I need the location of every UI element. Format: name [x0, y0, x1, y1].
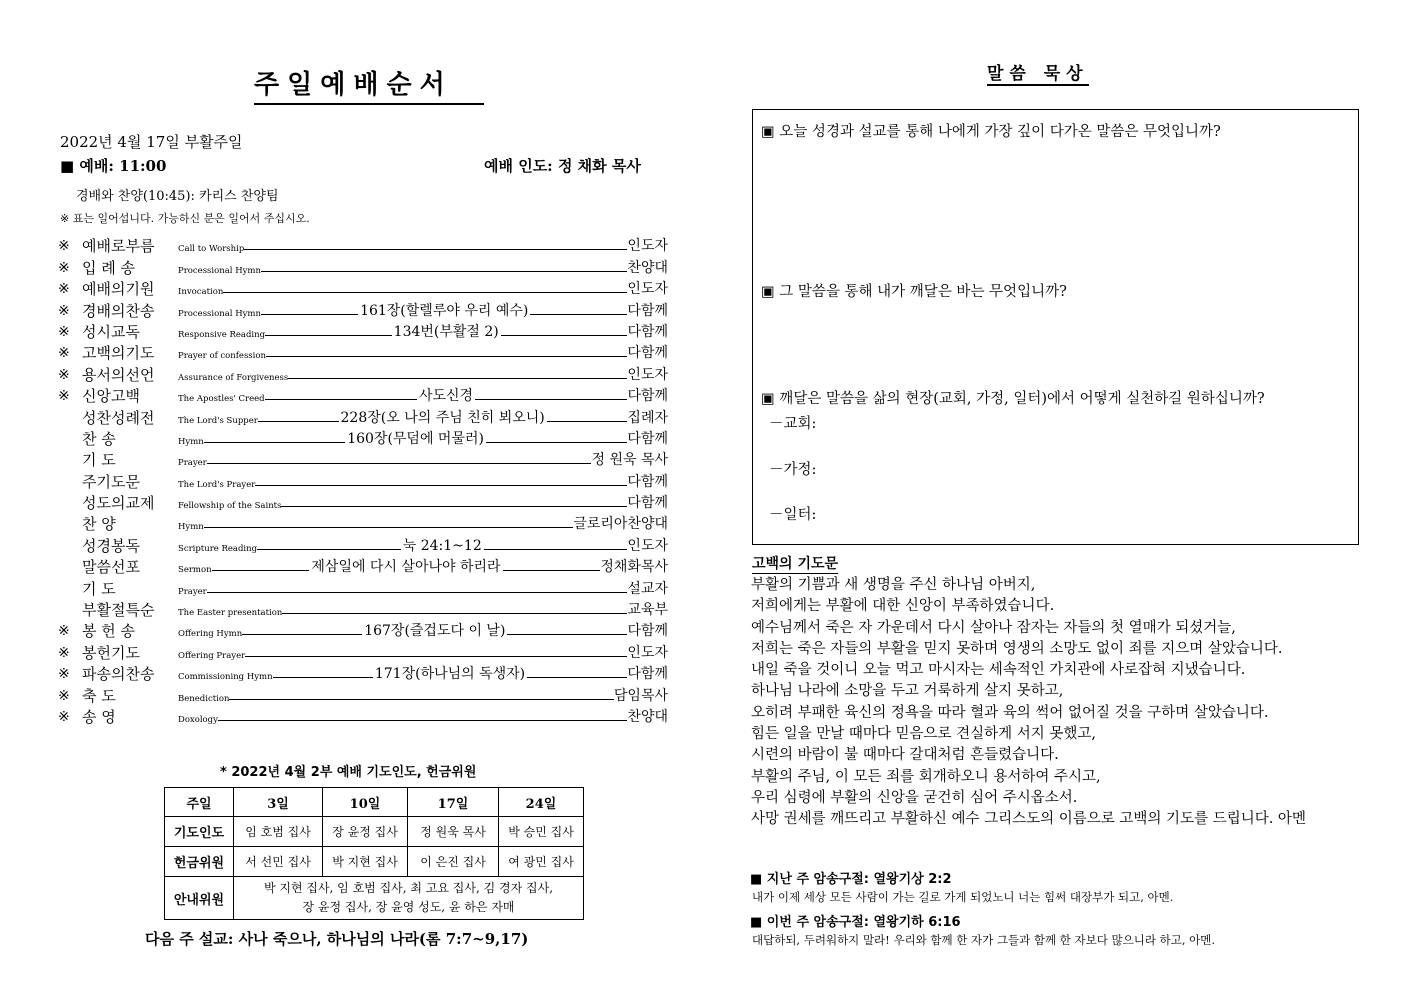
order-item [58, 640, 668, 661]
item-name: 기 도 [82, 451, 116, 470]
order-item [58, 555, 668, 576]
table-header: 10일 [323, 788, 408, 817]
usher-line: 박 지현 집사, 임 호범 집사, 최 고요 집사, 김 경자 집사, [263, 881, 554, 895]
prayer-line: 하나님 나라에 소망을 두고 거룩하게 살지 못하고, [751, 683, 1064, 700]
duty-table-title: * 2022년 4월 2부 예배 기도인도, 헌금위원 [220, 765, 477, 780]
standing-mark: ※ [58, 644, 70, 661]
prayer-line: 우리 심령에 부활의 신앙을 굳건히 심어 주시옵소서. [751, 789, 1078, 806]
item-english: Call to Worship [178, 244, 245, 255]
item-english: Invocation [178, 287, 224, 298]
item-leader: 다함께 [627, 302, 668, 319]
leader-line [261, 271, 627, 272]
standing-mark: ※ [58, 623, 70, 640]
item-leader: 다함께 [627, 495, 668, 512]
leader-line [204, 442, 345, 443]
standing-mark: ※ [58, 323, 70, 340]
item-english: Processional Hymn [178, 308, 261, 319]
prayer-line: 예수님께서 죽은 자 가운데서 다시 살아나 잠자는 자들의 첫 열매가 되셨거늘, [751, 619, 1236, 636]
item-name: 성경봉독 [82, 536, 140, 555]
leader-line [475, 399, 627, 400]
item-name: 축 도 [82, 686, 116, 705]
item-english: Fellowship of the Saints [178, 501, 282, 512]
stand-note: ※ 표는 일어섭니다. 가능하신 분은 일어서 주십시오. [60, 212, 310, 225]
row-label: 기도인도 [165, 817, 234, 847]
standing-mark: ※ [58, 345, 70, 362]
order-item [58, 427, 668, 448]
prayer-title: 고백의 기도문 [752, 553, 838, 574]
item-leader: 다함께 [627, 323, 669, 340]
answer-home: －가정: [769, 462, 817, 478]
question-2: ▣ 그 말씀을 통해 내가 깨달은 바는 무엇입니까? [761, 284, 1067, 300]
leader-line [527, 677, 627, 678]
this-verse-label: ■ 이번 주 암송구절: 열왕기하 6:16 [750, 915, 961, 930]
item-name: 성시교독 [82, 322, 140, 341]
item-english: Scripture Reading [178, 543, 258, 554]
item-leader: 집례자 [627, 409, 668, 426]
item-leader: 담임목사 [613, 687, 668, 704]
order-item [58, 298, 668, 319]
duty-table-header-row [165, 788, 584, 817]
leader-line [257, 549, 401, 550]
question-3: ▣ 깨달은 말씀을 삶의 현장(교회, 가정, 일터)에서 어떻게 실천하길 원하십니까? [761, 391, 1265, 407]
leader-line [507, 634, 627, 635]
item-english: The Lord's Prayer [178, 479, 256, 490]
item-name: 말씀선포 [82, 558, 140, 577]
leader-line [255, 485, 627, 486]
table-cell: 박 지현 집사 [323, 847, 408, 877]
item-leader: 찬양대 [627, 259, 668, 276]
item-english: Commissioning Hymn [178, 672, 273, 683]
item-english: Prayer [178, 586, 207, 597]
leader-line [266, 356, 627, 357]
table-row [165, 877, 584, 920]
standing-mark: ※ [58, 687, 70, 704]
item-leader: 다함께 [627, 388, 669, 405]
row-label: 안내위원 [165, 877, 234, 920]
order-of-worship [58, 234, 668, 726]
item-leader: 찬양대 [627, 708, 668, 725]
standing-mark: ※ [58, 666, 70, 683]
service-leader: 예배 인도: 정 채화 목사 [484, 157, 641, 175]
leader-line [218, 720, 627, 721]
service-time: ■ 예배: 11:00 [60, 157, 167, 175]
standing-mark: ※ [58, 302, 70, 319]
table-header: 3일 [234, 788, 323, 817]
order-item [58, 683, 668, 704]
item-english: Doxology [178, 714, 218, 725]
item-leader: 다함께 [627, 345, 668, 362]
this-verse-text: 대답하되, 두려워하지 말라! 우리와 함께 한 자가 그들과 함께 한 자보다 많으니라 하고, 아멘. [752, 933, 1216, 947]
standing-mark: ※ [58, 366, 70, 383]
leader-line [242, 634, 362, 635]
item-detail: 167장(즐겁도다 이 날) [364, 623, 506, 640]
item-name: 송 영 [82, 707, 116, 726]
leader-line [281, 506, 627, 507]
item-leader: 인도자 [627, 238, 668, 255]
table-cell: 여 광민 집사 [499, 847, 584, 877]
order-item [58, 469, 668, 490]
item-leader: 교육부 [627, 602, 668, 619]
item-leader: 다함께 [627, 473, 668, 490]
item-english: Assurance of Forgiveness [178, 372, 289, 383]
item-english: Benediction [178, 693, 230, 704]
item-leader: 다함께 [627, 623, 669, 640]
item-name: 신앙고백 [82, 387, 140, 406]
item-leader: 설교자 [627, 580, 668, 597]
leader-line [204, 527, 574, 528]
order-item [58, 619, 668, 640]
prayer-line: 시련의 바람이 불 때마다 갈대처럼 흔들렸습니다. [751, 747, 1059, 764]
prayer-line: 사망 권세를 깨뜨리고 부활하신 예수 그리스도의 이름으로 고백의 기도를 드립니다. 아멘 [751, 811, 1306, 828]
leader-line [282, 613, 627, 614]
item-detail: 134번(부활절 2) [393, 323, 499, 340]
prayer-line: 저희에게는 부활에 대한 신앙이 부족하였습니다. [751, 598, 1055, 615]
table-cell: 서 선민 집사 [234, 847, 323, 877]
leader-line [530, 314, 627, 315]
table-cell: 임 호범 집사 [234, 817, 323, 847]
prayer-line: 부활의 주님, 이 모든 죄를 회개하오니 용서하여 주시고, [751, 768, 1101, 785]
praise-info: 경배와 찬양(10:45): 카리스 찬양팀 [76, 189, 279, 204]
leader-line [503, 570, 601, 571]
item-name: 파송의찬송 [82, 665, 155, 684]
item-name: 봉 헌 송 [82, 622, 136, 641]
item-english: The Easter presentation [178, 608, 283, 619]
duty-table [164, 787, 584, 920]
table-row [165, 817, 584, 847]
item-leader: 다함께 [627, 430, 668, 447]
item-leader: 인도자 [627, 537, 668, 554]
item-name: 찬 양 [82, 515, 116, 534]
item-english: The Lord's Supper [178, 415, 258, 426]
leader-line [288, 378, 627, 379]
item-name: 부활절특순 [82, 601, 155, 620]
item-name: 성도의교제 [82, 494, 155, 513]
item-english: Processional Hymn [178, 265, 261, 276]
answer-work: －일터: [769, 507, 817, 523]
item-name: 찬 송 [82, 429, 116, 448]
prayer-line: 오히려 부패한 육신의 정욕을 따라 혈과 육의 썩어 없어질 것을 구하며 살았습니다. [751, 704, 1269, 721]
table-cell: 박 승민 집사 [499, 817, 584, 847]
standing-mark: ※ [58, 238, 70, 255]
leader-line [484, 549, 628, 550]
leader-line [212, 570, 310, 571]
table-cell: 이 은진 집사 [408, 847, 499, 877]
page-title: 주일예배순서 [254, 64, 484, 105]
order-item [58, 705, 668, 726]
usher-line: 장 윤정 집사, 장 윤영 성도, 윤 하은 자매 [302, 900, 515, 914]
standing-mark: ※ [58, 388, 70, 405]
order-item [58, 491, 668, 512]
order-item [58, 576, 668, 597]
standing-mark: ※ [58, 281, 70, 298]
item-english: Sermon [178, 565, 212, 576]
leader-line [207, 463, 592, 464]
item-leader: 인도자 [627, 281, 668, 298]
next-sermon: 다음 주 설교: 사나 죽으나, 하나님의 나라(롬 7:7~9,17) [145, 930, 529, 948]
item-name: 예배로부름 [82, 237, 155, 256]
item-english: Hymn [178, 522, 204, 533]
item-name: 주기도문 [82, 472, 140, 491]
order-item [58, 533, 668, 554]
item-name: 용서의선언 [82, 365, 155, 384]
order-item [58, 448, 668, 469]
leader-line [265, 335, 392, 336]
leader-line [245, 656, 627, 657]
question-1: ▣ 오늘 성경과 설교를 통해 나에게 가장 깊이 다가온 말씀은 무엇입니까? [761, 124, 1221, 140]
order-item [58, 405, 668, 426]
item-english: Prayer of confession [178, 351, 266, 362]
order-item [58, 320, 668, 341]
item-leader: 다함께 [627, 666, 668, 683]
item-english: Offering Prayer [178, 650, 246, 661]
leader-line [258, 421, 339, 422]
standing-mark: ※ [58, 259, 70, 276]
item-leader: 정 원욱 목사 [591, 452, 668, 469]
leader-line [486, 442, 627, 443]
leader-line [265, 399, 417, 400]
item-detail: 제삼일에 다시 살아나야 하리라 [311, 559, 501, 576]
usher-names [234, 877, 584, 920]
prayer-line: 힘든 일을 만날 때마다 믿음으로 견실하게 서지 못했고, [751, 726, 1097, 743]
order-item [58, 384, 668, 405]
leader-line [261, 314, 358, 315]
meditation-title: 말씀 묵상 [987, 59, 1089, 86]
order-item [58, 277, 668, 298]
item-leader: 정채화목사 [600, 559, 668, 576]
item-english: The Apostles' Creed [178, 394, 265, 405]
item-detail: 160장(무덤에 머물러) [347, 430, 484, 447]
leader-line [547, 421, 628, 422]
item-english: Prayer [178, 458, 207, 469]
leader-line [501, 335, 628, 336]
leader-line [229, 699, 613, 700]
order-item [58, 662, 668, 683]
table-header: 24일 [499, 788, 584, 817]
prayer-body [751, 575, 1371, 831]
item-english: Hymn [178, 436, 204, 447]
item-name: 고백의기도 [82, 344, 155, 363]
order-item [58, 255, 668, 276]
order-item [58, 362, 668, 383]
item-leader: 인도자 [627, 366, 668, 383]
item-english: Offering Hymn [178, 629, 243, 640]
item-leader: 인도자 [627, 644, 668, 661]
last-verse-text: 내가 이제 세상 모든 사람이 가는 길로 가게 되었노니 너는 힘써 대장부가 되고, 아멘. [752, 890, 1174, 904]
last-verse-label: ■ 지난 주 암송구절: 열왕기상 2:2 [750, 872, 952, 887]
order-item [58, 598, 668, 619]
prayer-line: 저희는 죽은 자들의 부활을 믿지 못하며 영생의 소망도 없이 죄를 지으며 살았습니다. [751, 640, 1283, 657]
row-label: 헌금위원 [165, 847, 234, 877]
table-row [165, 847, 584, 877]
item-detail: 사도신경 [418, 388, 474, 405]
leader-line [273, 677, 373, 678]
item-name: 성찬성례전 [82, 408, 155, 427]
item-name: 봉헌기도 [82, 643, 140, 662]
prayer-line: 내일 죽을 것이니 오늘 먹고 마시자는 세속적인 가치관에 사로잡혀 지냈습니다. [751, 662, 1246, 679]
leader-line [244, 249, 627, 250]
table-header: 17일 [408, 788, 499, 817]
item-leader: 글로리아찬양대 [573, 516, 668, 533]
leader-line [207, 592, 628, 593]
leader-line [223, 292, 627, 293]
item-name: 기 도 [82, 579, 116, 598]
order-item [58, 341, 668, 362]
item-detail: 228장(오 나의 주님 친히 뵈오니) [340, 409, 545, 426]
item-name: 경배의찬송 [82, 301, 155, 320]
item-english: Responsive Reading [178, 329, 266, 340]
meditation-box [752, 109, 1359, 545]
prayer-line: 부활의 기쁨과 새 생명을 주신 하나님 아버지, [751, 577, 1036, 593]
item-name: 예배의기원 [82, 280, 155, 299]
answer-church: －교회: [769, 416, 817, 432]
order-item [58, 234, 668, 255]
order-item [58, 512, 668, 533]
item-detail: 161장(할렐루야 우리 예수) [360, 302, 529, 319]
item-detail: 171장(하나님의 독생자) [374, 666, 526, 683]
table-header: 주일 [165, 788, 234, 817]
item-name: 입 례 송 [82, 258, 136, 277]
item-detail: 눅 24:1~12 [402, 537, 482, 554]
table-cell: 장 윤정 집사 [323, 817, 408, 847]
table-cell: 정 원욱 목사 [408, 817, 499, 847]
service-date: 2022년 4월 17일 부활주일 [60, 133, 243, 151]
standing-mark: ※ [58, 708, 70, 725]
